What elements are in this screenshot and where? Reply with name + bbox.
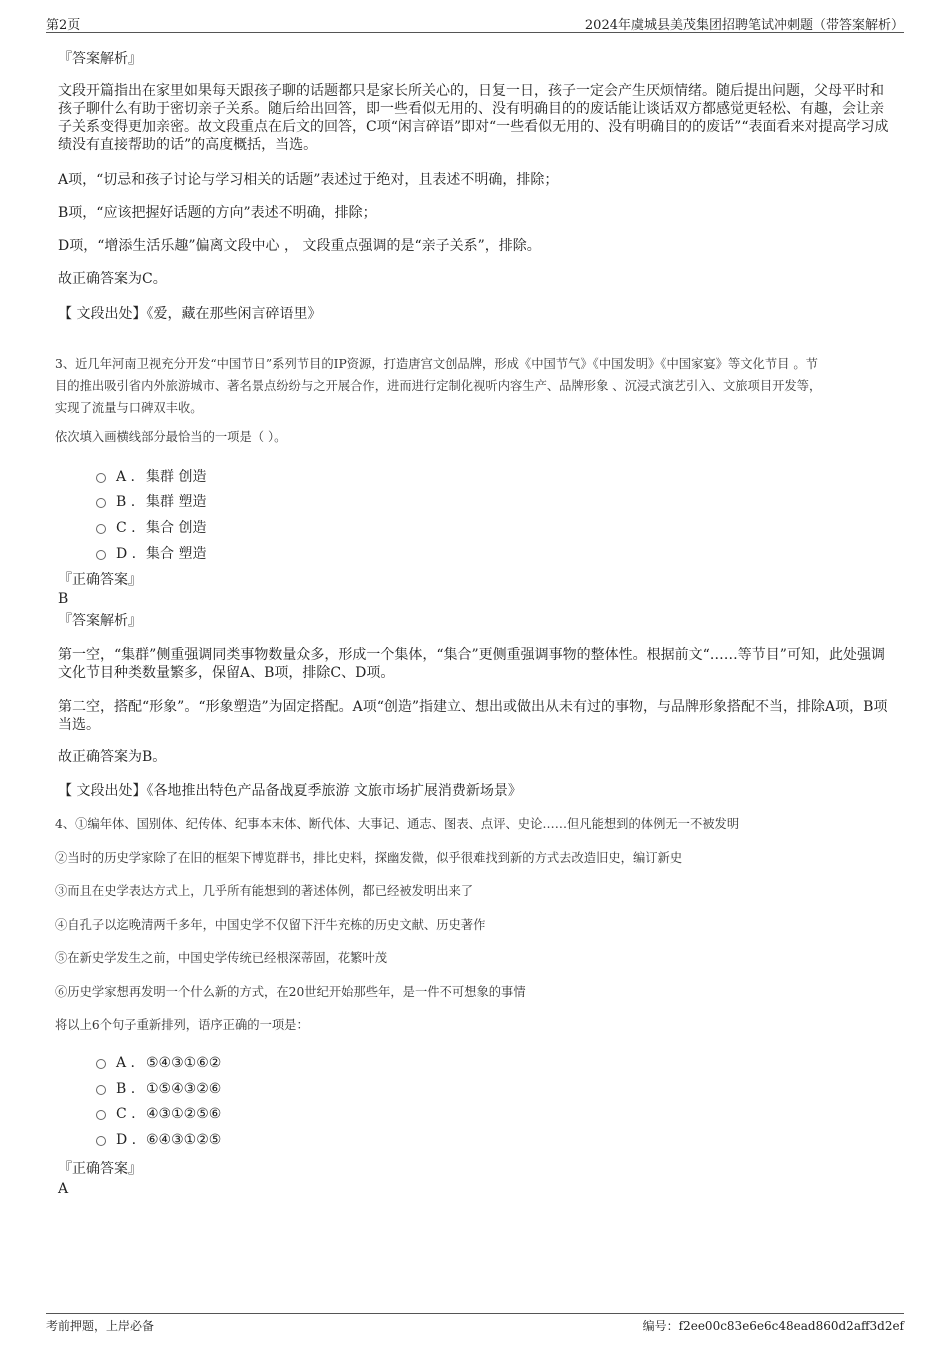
q3-option-b[interactable]: B . 集群 塑造: [96, 491, 206, 511]
radio-icon[interactable]: [96, 1059, 106, 1069]
q4-option-b[interactable]: B . ①⑤④③②⑥: [96, 1081, 221, 1097]
radio-icon[interactable]: [96, 524, 106, 534]
q2-analysis-label: 『答案解析』: [58, 51, 142, 67]
q2-analysis-conclusion: 故正确答案为C。: [58, 271, 167, 287]
q3-stem-line3: 实现了流量与口碑双丰收。: [55, 401, 203, 415]
q3-question: 依次填入画横线部分最恰当的一项是（ ）。: [55, 430, 287, 444]
q2-analysis-p2: A项，“切忌和孩子讨论与学习相关的话题”表述过于绝对，且表述不明确，排除；: [58, 172, 559, 188]
radio-icon[interactable]: [96, 473, 106, 483]
q4-answer: A: [58, 1181, 69, 1197]
radio-icon[interactable]: [96, 550, 106, 560]
q4-sentence-1: 4、①编年体、国别体、纪传体、纪事本末体、断代体、大事记、通志、图表、点评、史论……但凡能想到的体例无一不被发明: [55, 817, 740, 831]
q4-sentence-5: ⑤在新史学发生之前，中国史学传统已经根深蒂固，花繁叶茂: [55, 951, 388, 965]
q3-option-a[interactable]: A . 集群 创造: [96, 466, 206, 486]
q3-option-d[interactable]: D . 集合 塑造: [96, 543, 206, 563]
q3-analysis-p1: 第一空，“集群”侧重强调同类事物数量众多，形成一个集体，“集合”更侧重强调事物的整体性。根据前文“……等节目”可知，此处强调文化节目种类数量繁多，保留A、B项，排除C、D项。: [58, 647, 885, 681]
q3-option-c[interactable]: C . 集合 创造: [96, 517, 206, 537]
q3-analysis-conclusion: 故正确答案为B。: [58, 749, 167, 765]
q4-option-d[interactable]: D . ⑥④③①②⑤: [96, 1132, 221, 1148]
q3-source: 【 文段出处】《各地推出特色产品备战夏季旅游 文旅市场扩展消费新场景》: [58, 783, 522, 799]
q2-source: 【 文段出处】《爱，藏在那些闲言碎语里》: [58, 306, 322, 322]
q3-answer: B: [58, 591, 69, 607]
radio-icon[interactable]: [96, 1136, 106, 1146]
q3-stem-line2: 目的推出吸引省内外旅游城市、著名景点纷纷与之开展合作，进而进行定制化视听内容生产、品牌形象 、沉浸式演艺引入、文旅项目开发等，: [55, 379, 822, 393]
q3-stem-line1: 3、近几年河南卫视充分开发“中国节日”系列节目的IP资源，打造唐宫文创品牌，形成《中国节气》《中国发明》《中国家宴》等文化节目 。节: [55, 357, 818, 371]
q2-analysis-p3: B项，“应该把握好话题的方向”表述不明确，排除；: [58, 205, 377, 221]
page-footer: [46, 1313, 904, 1332]
q4-sentence-3: ③而且在史学表达方式上，几乎所有能想到的著述体例，都已经被发明出来了: [55, 884, 474, 898]
q4-question: 将以上6个句子重新排列，语序正确的一项是：: [55, 1018, 309, 1032]
page-header: [46, 14, 904, 33]
q4-answer-label: 『正确答案』: [58, 1161, 142, 1177]
q4-option-c[interactable]: C . ④③①②⑤⑥: [96, 1106, 221, 1122]
q3-analysis-label: 『答案解析』: [58, 613, 142, 629]
document-code: 编号：f2ee00c83e6e6c48ead860d2aff3d2ef: [642, 1319, 904, 1333]
q3-analysis-p2: 第二空，搭配“形象”。“形象塑造”为固定搭配。A项“创造”指建立、想出或做出从未有过的事物，与品牌形象搭配不当，排除A项，B项当选。: [58, 699, 888, 733]
radio-icon[interactable]: [96, 1085, 106, 1095]
document-title: 2024年虞城县美茂集团招聘笔试冲刺题（带答案解析）: [584, 18, 904, 33]
radio-icon[interactable]: [96, 1110, 106, 1120]
footer-slogan: 考前押题，上岸必备: [46, 1319, 155, 1333]
q4-sentence-6: ⑥历史学家想再发明一个什么新的方式，在20世纪开始那些年，是一件不可想象的事情: [55, 985, 526, 999]
q2-analysis-p1: 文段开篇指出在家里如果每天跟孩子聊的话题都只是家长所关心的，日复一日，孩子一定会产生厌烦情绪。随后提出问题，父母平时和孩子聊什么有助于密切亲子关系。随后给出回答，即一些看似无用的、没有明确目的的废话能让谈话双方都感觉更轻松、有趣，会让亲子关系变得更加亲密。故文段重点在后文的回答，C项“闲言碎语”即对“一些看似无用的、没有明确目的的废话”“表面看来对提高学习成绩没有直接帮助的话”的高度概括，当选。: [58, 83, 889, 153]
q4-option-a[interactable]: A . ⑤④③①⑥②: [96, 1055, 221, 1071]
q4-sentence-4: ④自孔子以迄晚清两千多年，中国史学不仅留下汗牛充栋的历史文献、历史著作: [55, 918, 486, 932]
radio-icon[interactable]: [96, 498, 106, 508]
q4-sentence-2: ②当时的历史学家除了在旧的框架下博览群书，排比史料，探幽发微，似乎很难找到新的方式去改造旧史，编订新史: [55, 851, 683, 865]
q3-answer-label: 『正确答案』: [58, 572, 142, 588]
q2-analysis-p4: D项，“增添生活乐趣”偏离文段中心 ， 文段重点强调的是“亲子关系”，排除。: [58, 238, 541, 254]
page-number: 第2页: [46, 18, 81, 33]
